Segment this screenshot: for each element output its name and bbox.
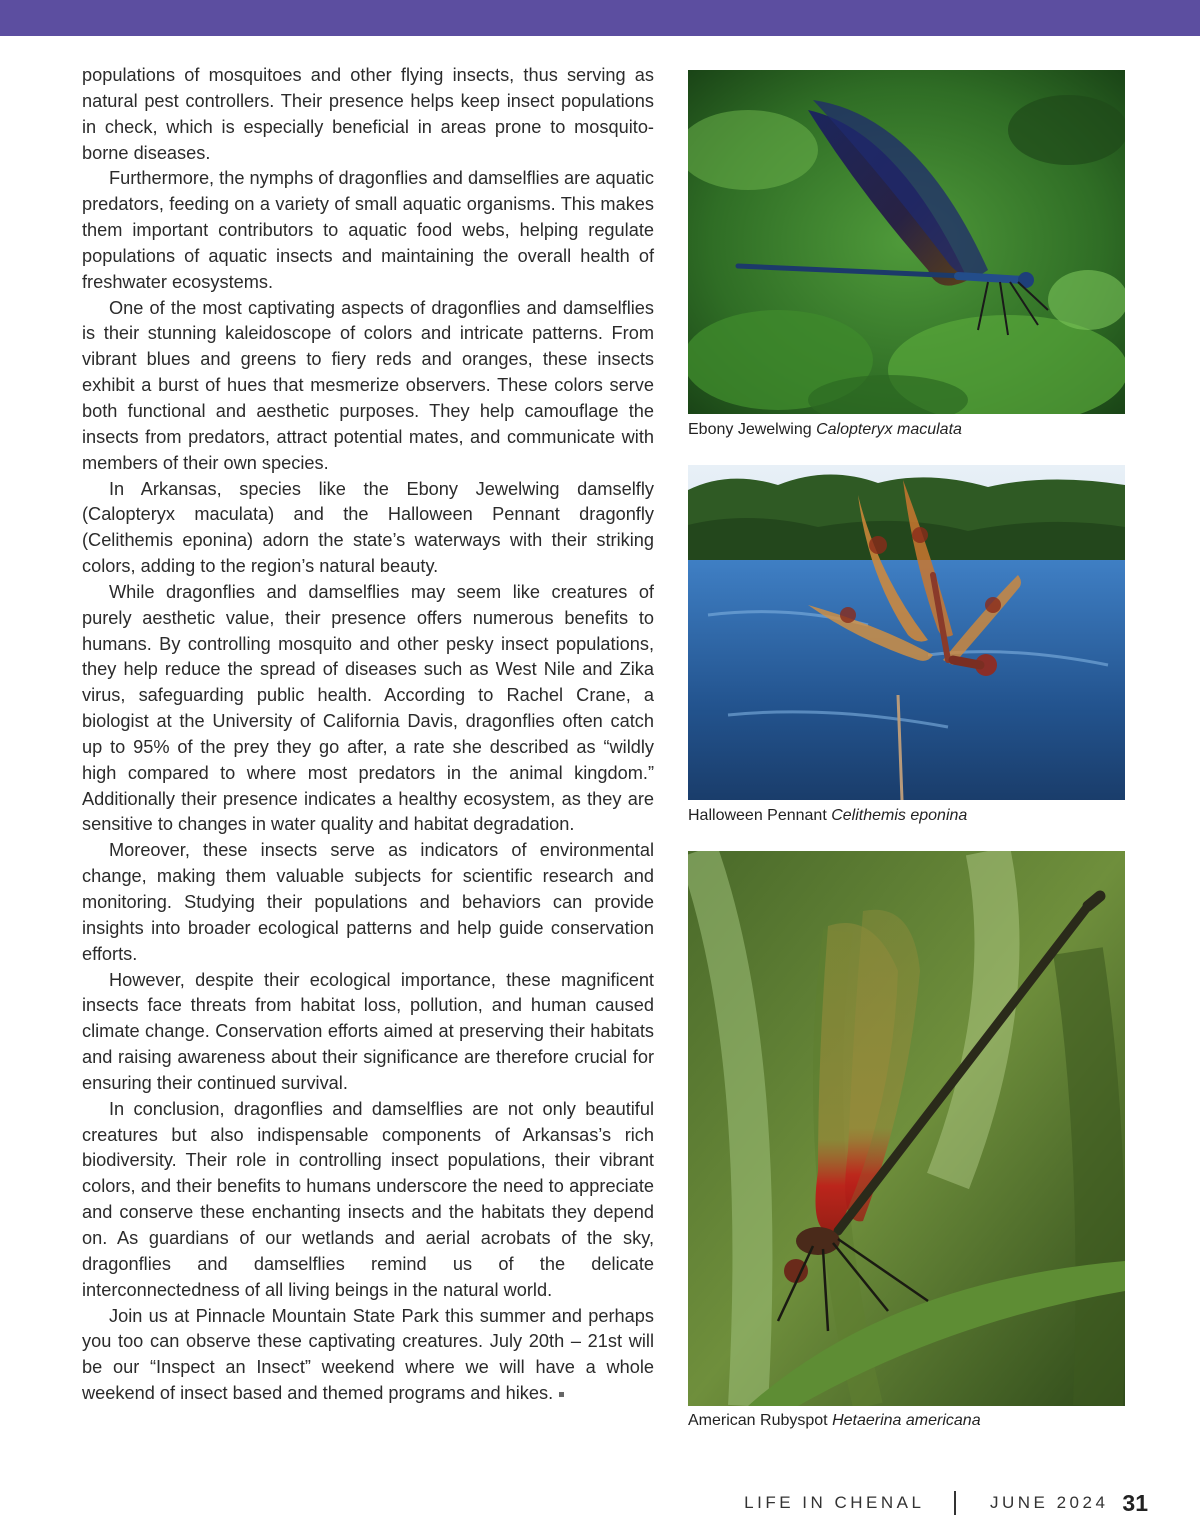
caption-scientific-name: Hetaerina americana (832, 1412, 981, 1429)
footer-divider (954, 1491, 956, 1515)
paragraph-last (82, 1304, 654, 1407)
caption-common-name: American Rubyspot (688, 1412, 828, 1429)
paragraph: While dragonflies and damselflies may seem like creatures of purely aesthetic value, their presence offers numerous benefits to humans. By controlling mosquito and other pesky insect populations, they help reduce the spread of diseases such as West Nile and Zika virus, safeguarding public health. According to Rachel Crane, a biologist at the University of California Davis, dragonflies often catch up to 95% of the prey they go after, a rate she described as “wildly high compared to where most predators in the animal kingdom.” Additionally their presence indicates a healthy ecosystem, as they are sensitive to changes in water quality and habitat degradation. (82, 581, 654, 835)
caption-ebony-jewelwing (688, 421, 962, 439)
paragraph: However, despite their ecological importance, these magnificent insects face threats from habitat loss, pollution, and human caused climate change. Conservation efforts aimed at preserving their habitats and raising awareness about their significance are therefore crucial for ensuring their continued survival. (82, 969, 654, 1093)
caption-american-rubyspot (688, 1412, 981, 1430)
paragraph: populations of mosquitoes and other flying insects, thus serving as natural pest controllers. Their presence helps keep insect populations in check, which is especially beneficial in areas prone to mosquito-borne diseases. (82, 65, 654, 163)
paragraph-text: Join us at Pinnacle Mountain State Park this summer and perhaps you too can observe these captivating creatures. July 20th – 21st will be our “Inspect an Insect” weekend where we will have a whole weekend of insect based and themed programs and hikes. (82, 1305, 654, 1404)
top-color-bar (0, 0, 1200, 36)
paragraph: In Arkansas, species like the Ebony Jewelwing damselfly (Calopteryx maculata) and the Halloween Pennant dragonfly (Celithemis eponina) adorn the state’s waterways with their striking colors, adding to the region’s natural beauty. (82, 478, 654, 577)
photo-american-rubyspot (688, 851, 1125, 1406)
photo-halloween-pennant (688, 465, 1125, 800)
paragraph: Moreover, these insects serve as indicators of environmental change, making them valuable subjects for scientific research and monitoring. Studying their populations and behaviors can provide insights into broader ecological patterns and help guide conservation efforts. (82, 840, 654, 964)
issue-date: JUNE 2024 (989, 1493, 1109, 1512)
paragraph: One of the most captivating aspects of dragonflies and damselflies is their stunning kaleidoscope of colors and intricate patterns. From vibrant blues and greens to fiery reds and oranges, these insects exhibit a burst of hues that mesmerize observers. These colors serve both functional and aesthetic purposes. They help camouflage the insects from predators, attract potential mates, and communicate with members of their own species. (82, 297, 654, 473)
caption-common-name: Halloween Pennant (688, 807, 827, 824)
end-mark-icon (559, 1392, 564, 1397)
paragraph: In conclusion, dragonflies and damselflies are not only beautiful creatures but also indispensable components of Arkansas’s rich biodiversity. Their role in controlling insect populations, their vibrant colors, and their benefits to humans underscore the need to appreciate and conserve these enchanting insects and the habitats they depend on. As guardians of our wetlands and aerial acrobats of the sky, dragonflies and damselflies remind us of the delicate interconnectedness of all living beings in the natural world. (82, 1098, 654, 1300)
magazine-title: LIFE IN CHENAL (744, 1493, 925, 1512)
caption-common-name: Ebony Jewelwing (688, 421, 812, 438)
page-number: 31 (1122, 1489, 1148, 1516)
paragraph: Furthermore, the nymphs of dragonflies and damselflies are aquatic predators, feeding on a variety of small aquatic organisms. This makes them important contributors to aquatic food webs, helping regulate populations of aquatic insects and maintaining the overall health of freshwater ecosystems. (82, 168, 654, 292)
caption-scientific-name: Calopteryx maculata (816, 421, 962, 438)
photo-ebony-jewelwing (688, 70, 1125, 414)
caption-scientific-name: Celithemis eponina (831, 807, 968, 824)
caption-halloween-pennant (688, 807, 967, 825)
page-footer (744, 1488, 1148, 1518)
article-body (82, 63, 654, 1407)
